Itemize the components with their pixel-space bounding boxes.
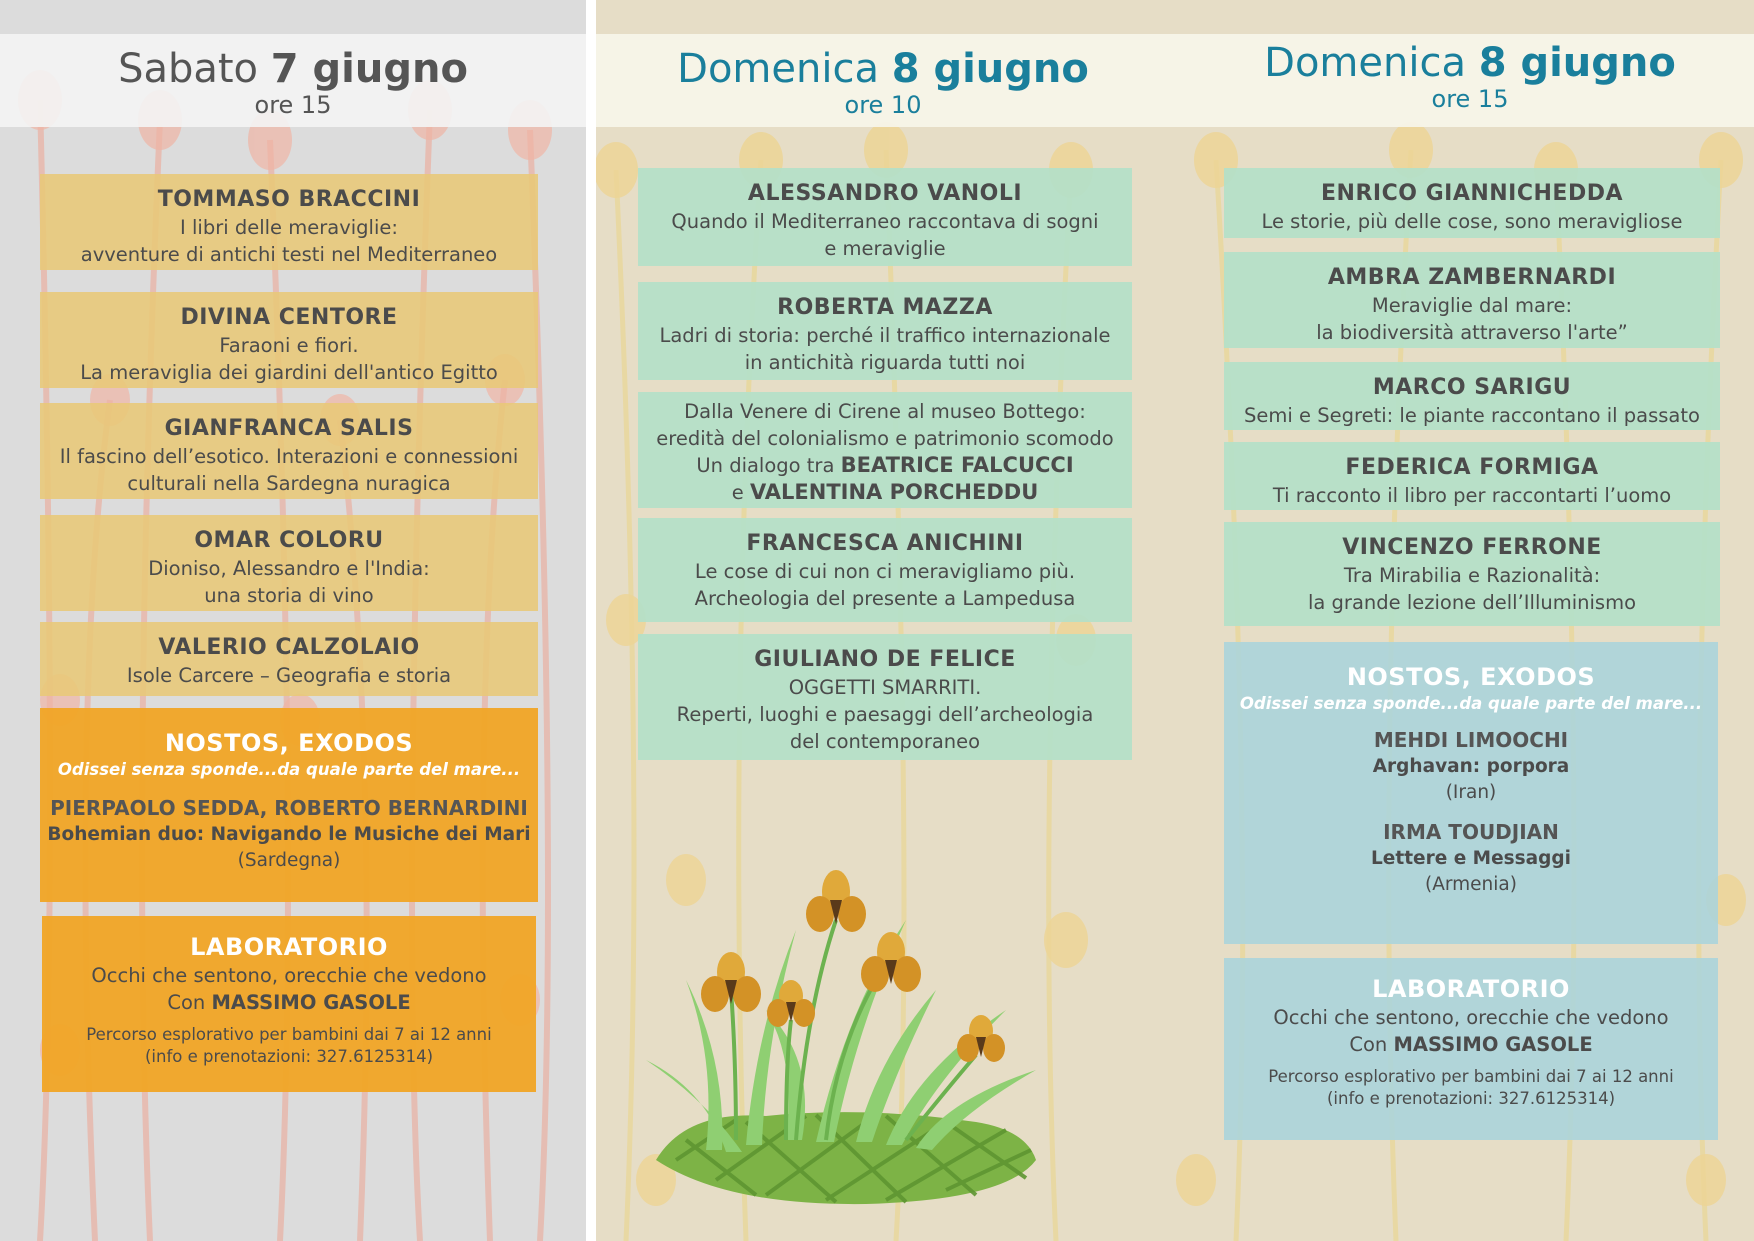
talk-card (1224, 168, 1720, 238)
nostos-exodos-card (40, 708, 538, 902)
talk-title: Le cose di cui non ci meravigliamo più. (694, 560, 1076, 583)
speaker-name: FRANCESCA ANICHINI (746, 531, 1024, 556)
talk-title: Faraoni e fiori. (219, 334, 359, 357)
speaker-name: VINCENZO FERRONE (1342, 535, 1602, 560)
performance-title: Lettere e Messaggi (1371, 848, 1571, 869)
dialogue-title: Dalla Venere di Cirene al museo Bottego: (684, 400, 1086, 423)
talk-card (638, 282, 1132, 380)
speaker-name: DIVINA CENTORE (180, 305, 398, 330)
speaker-name: FEDERICA FORMIGA (1345, 455, 1599, 480)
sunday-afternoon-time: ore 15 (1431, 85, 1509, 113)
talk-card (40, 174, 538, 270)
talk-card (1224, 442, 1720, 510)
talk-title: una storia di vino (204, 584, 374, 607)
talk-card (1224, 522, 1720, 626)
speaker-name: AMBRA ZAMBERNARDI (1327, 265, 1617, 290)
sunday-morning-title: Domenica 8 giugno (677, 46, 1089, 92)
performance-origin: (Sardegna) (237, 850, 341, 871)
dialogue-speakers: Un dialogo tra BEATRICE FALCUCCI (696, 453, 1074, 477)
dialogue-title: eredità del colonialismo e patrimonio scomodo (656, 427, 1114, 450)
sunday-morning-heading (636, 46, 1130, 118)
nostos-subtitle: Odissei senza sponde...da quale parte del mare... (1239, 694, 1703, 713)
talk-title: Archeologia del presente a Lampedusa (694, 587, 1076, 610)
talk-card (638, 634, 1132, 760)
dialogue-speakers: e VALENTINA PORCHEDDU (731, 480, 1039, 504)
lab-title: LABORATORIO (190, 933, 388, 961)
talk-title: Meraviglie dal mare: (1371, 294, 1573, 317)
lab-note: Percorso esplorativo per bambini dai 7 ai 12 anni (86, 1025, 492, 1044)
performance-title: Bohemian duo: Navigando le Musiche dei Mari (47, 824, 531, 845)
performance-origin: (Iran) (1445, 782, 1497, 803)
sunday-afternoon-heading (1223, 40, 1717, 112)
speaker-name: OMAR COLORU (194, 528, 384, 553)
iris-illustration (646, 860, 1046, 1212)
talk-title: Tra Mirabilia e Razionalità: (1343, 564, 1601, 587)
nostos-exodos-card (1224, 642, 1718, 944)
nostos-title: NOSTOS, EXODOS (1346, 663, 1596, 691)
talk-title: Il fascino dell’esotico. Interazioni e connessioni (59, 445, 519, 468)
talk-card (40, 292, 538, 388)
talk-title: la grande lezione dell’Illuminismo (1307, 591, 1637, 614)
talk-title: Le storie, più delle cose, sono meravigliose (1261, 210, 1683, 233)
talk-card (40, 515, 538, 611)
panel-divider (586, 0, 596, 1241)
lab-description: Occhi che sentono, orecchie che vedono (91, 964, 487, 987)
talk-card (1224, 362, 1720, 430)
talk-card (638, 168, 1132, 266)
saturday-panel (0, 0, 586, 1241)
speaker-name: MARCO SARIGU (1372, 375, 1572, 400)
talk-card (40, 403, 538, 499)
talk-title: avventure di antichi testi nel Mediterraneo (80, 243, 498, 266)
performance-origin: (Armenia) (1425, 874, 1517, 895)
lab-note: Percorso esplorativo per bambini dai 7 ai 12 anni (1268, 1067, 1674, 1086)
talk-title: OGGETTI SMARRITI. (788, 676, 982, 699)
talk-title: I libri delle meraviglie: (180, 216, 398, 239)
talk-title: La meraviglia dei giardini dell'antico Egitto (80, 361, 498, 384)
sunday-panel (596, 0, 1754, 1241)
sunday-morning-time: ore 10 (844, 91, 922, 119)
talk-title: in antichità riguarda tutti noi (744, 351, 1026, 374)
laboratorio-card (1224, 958, 1718, 1140)
speaker-name: ENRICO GIANNICHEDDA (1321, 181, 1623, 206)
talk-title: Semi e Segreti: le piante raccontano il passato (1244, 404, 1700, 427)
talk-title: Ladri di storia: perché il traffico internazionale (659, 324, 1111, 347)
talk-title: Reperti, luoghi e paesaggi dell’archeologia (676, 703, 1094, 726)
sunday-afternoon-title: Domenica 8 giugno (1264, 40, 1676, 86)
lab-host-line: Con MASSIMO GASOLE (1349, 1033, 1593, 1056)
performer-name: MEHDI LIMOOCHI (1373, 728, 1569, 752)
nostos-title: NOSTOS, EXODOS (164, 729, 414, 757)
performers: PIERPAOLO SEDDA, ROBERTO BERNARDINI (50, 796, 528, 820)
talk-title: Isole Carcere – Geografia e storia (126, 664, 452, 687)
dialogue-card (638, 392, 1132, 508)
speaker-name: VALERIO CALZOLAIO (158, 635, 420, 660)
speaker-name: ROBERTA MAZZA (777, 295, 993, 320)
speaker-name: TOMMASO BRACCINI (157, 187, 421, 212)
speaker-name: ALESSANDRO VANOLI (747, 181, 1023, 206)
talk-title: e meraviglie (824, 237, 946, 260)
talk-title: Quando il Mediterraneo raccontava di sogni (671, 210, 1099, 233)
lab-note: (info e prenotazioni: 327.6125314) (144, 1047, 434, 1066)
performance-title: Arghavan: porpora (1372, 756, 1570, 777)
talk-title: del contemporaneo (789, 730, 981, 753)
talk-title: la biodiversità attraverso l'arte” (1316, 321, 1628, 344)
talk-card (638, 518, 1132, 622)
talk-title: culturali nella Sardegna nuragica (127, 472, 451, 495)
talk-card (40, 622, 538, 696)
lab-host-line: Con MASSIMO GASOLE (167, 991, 411, 1014)
speaker-name: GIANFRANCA SALIS (164, 416, 414, 441)
lab-description: Occhi che sentono, orecchie che vedono (1273, 1006, 1669, 1029)
saturday-title: Sabato 7 giugno (118, 46, 468, 92)
talk-title: Ti racconto il libro per raccontarti l’uomo (1272, 484, 1672, 507)
lab-note: (info e prenotazioni: 327.6125314) (1326, 1089, 1616, 1108)
speaker-name: GIULIANO DE FELICE (754, 647, 1016, 672)
talk-card (1224, 252, 1720, 348)
laboratorio-card (42, 916, 536, 1092)
nostos-subtitle: Odissei senza sponde...da quale parte del mare... (57, 760, 521, 779)
saturday-heading (0, 46, 586, 118)
performer-name: IRMA TOUDJIAN (1383, 820, 1559, 844)
talk-title: Dioniso, Alessandro e l'India: (148, 557, 430, 580)
lab-title: LABORATORIO (1372, 975, 1570, 1003)
saturday-time: ore 15 (254, 91, 332, 119)
